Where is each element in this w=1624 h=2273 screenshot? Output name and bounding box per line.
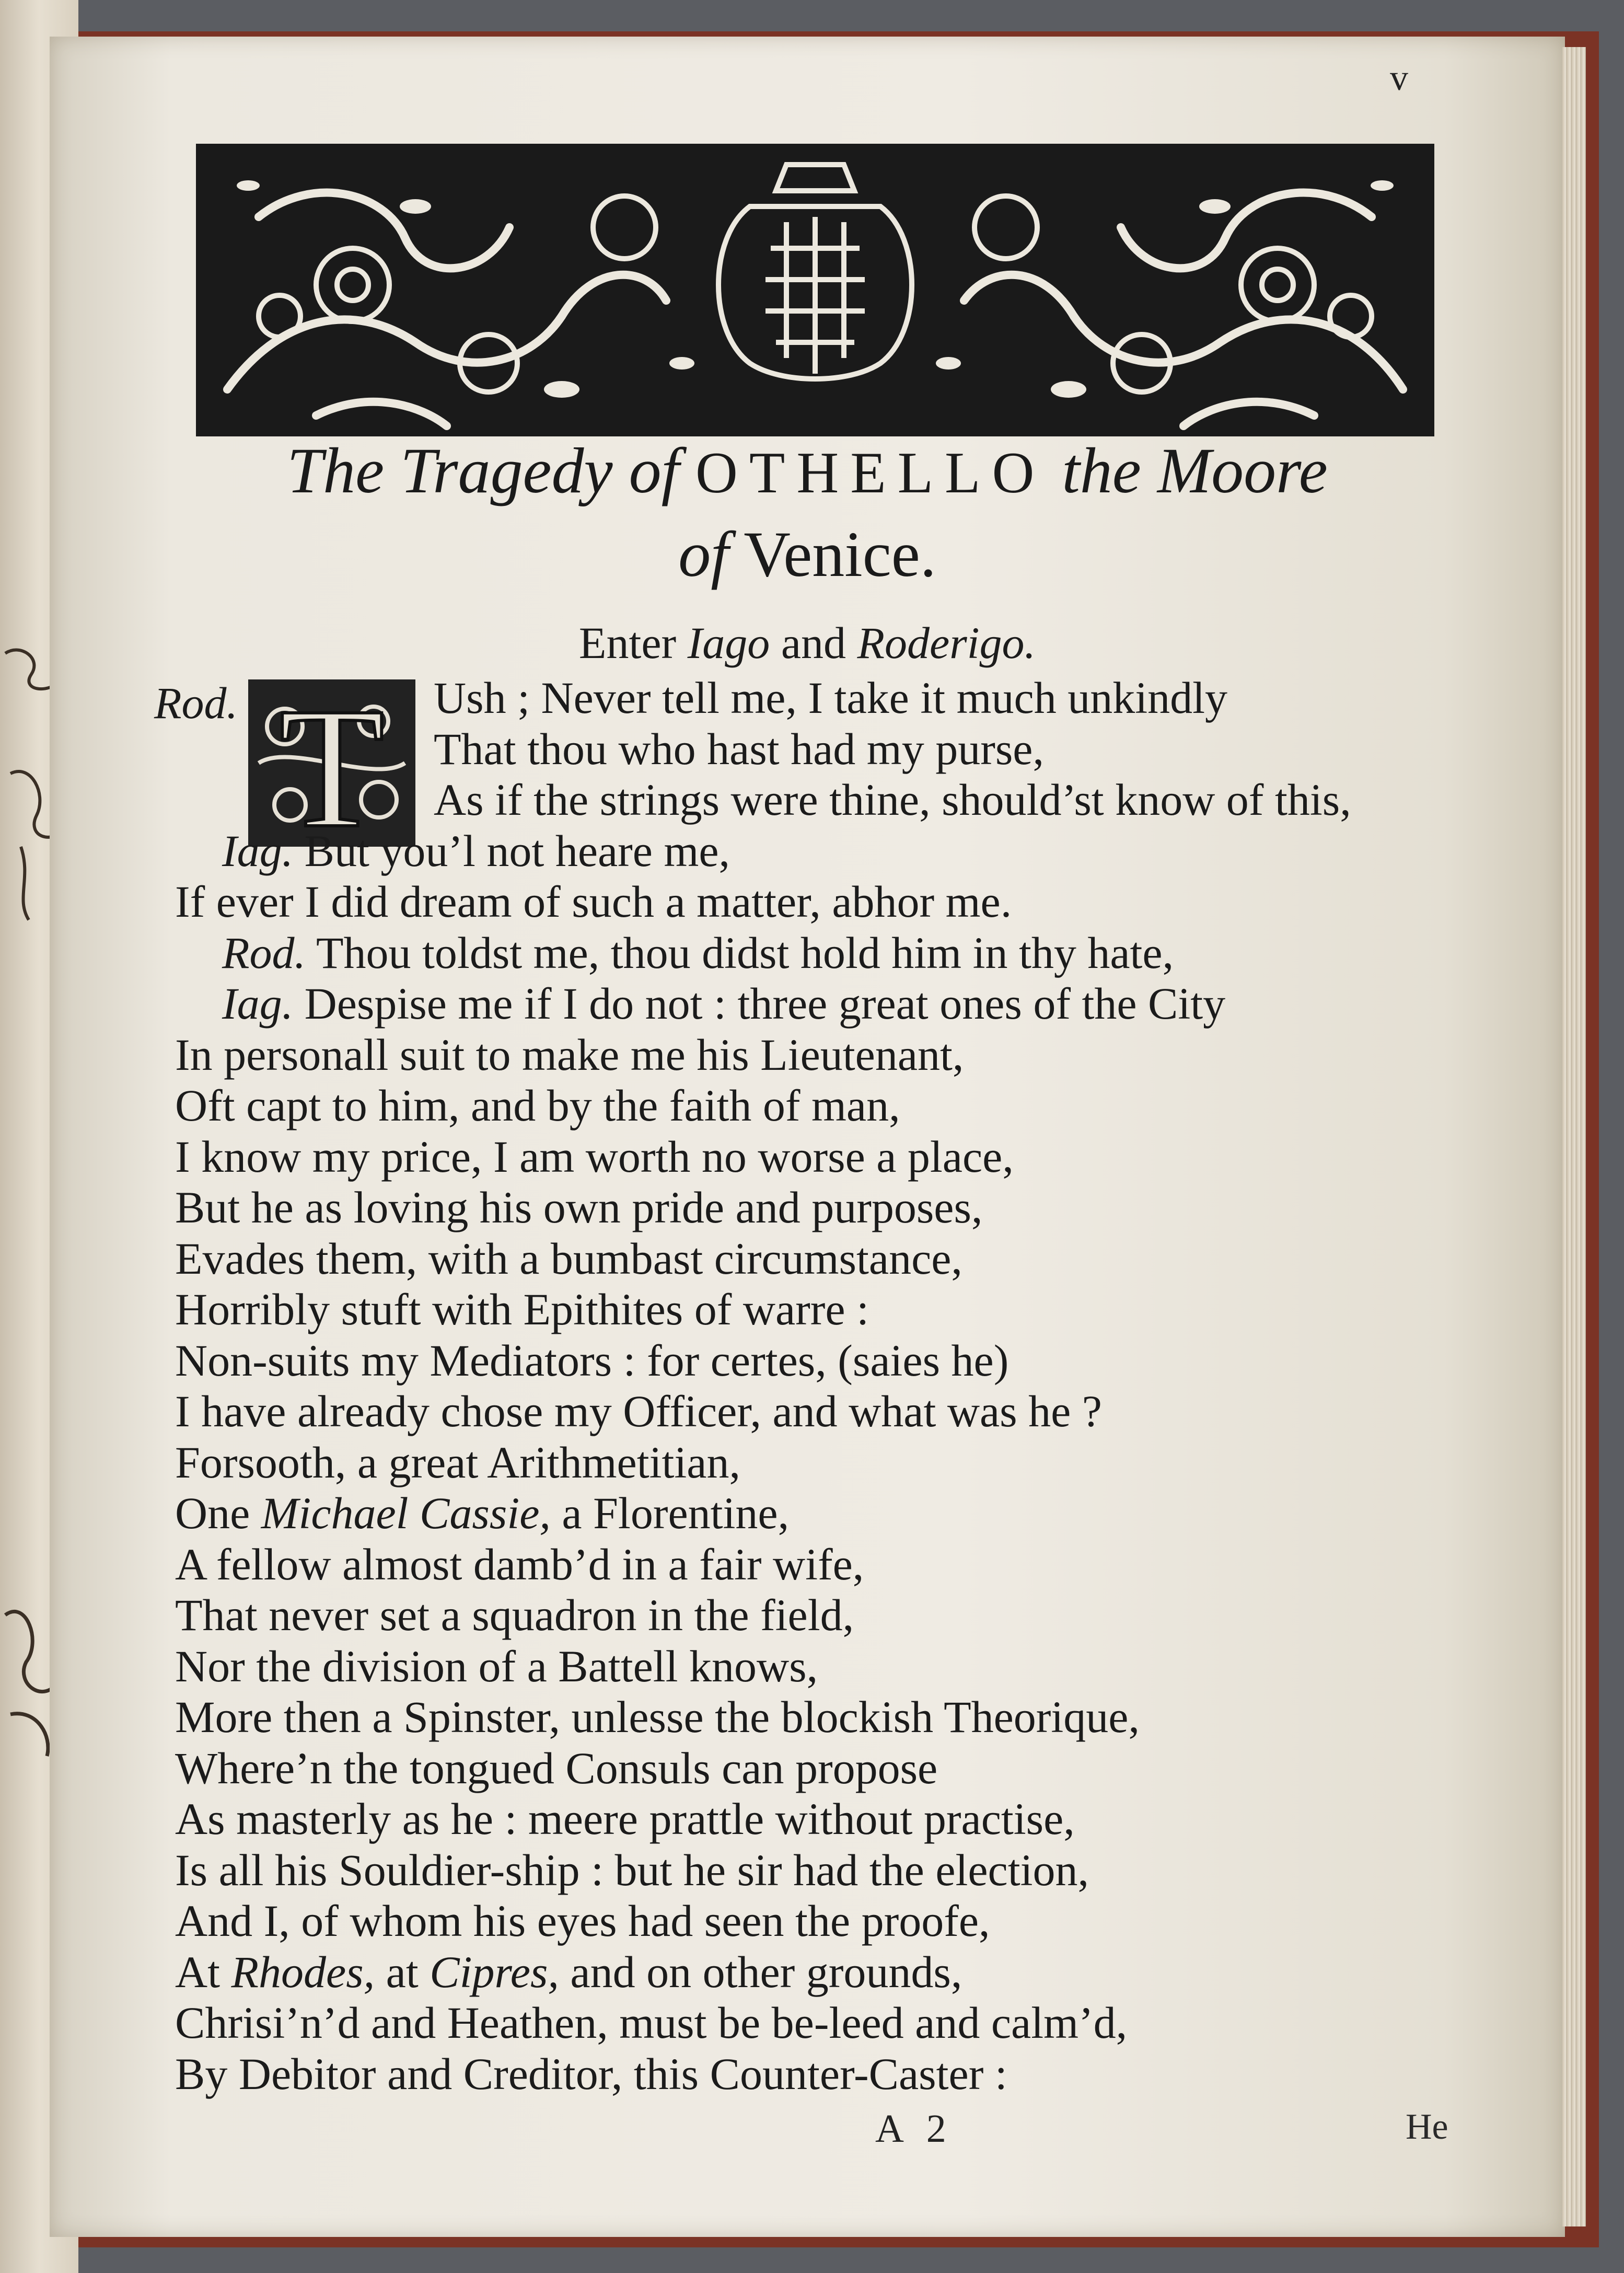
text-line: [175, 1742, 937, 1794]
text-line: [175, 1029, 964, 1081]
line-text: But you’l not heare me,: [293, 825, 730, 876]
text-line: [434, 774, 1351, 826]
corner-mark: v: [1390, 58, 1408, 98]
line-text: That never set a squadron in the field,: [175, 1590, 854, 1640]
text-line: [175, 1232, 962, 1285]
text-line: [175, 1283, 869, 1335]
line-text: a Florentine,: [550, 1488, 790, 1538]
text-line: [175, 1844, 1089, 1896]
speaker-name: Iag.: [222, 825, 294, 876]
line-text: Chrisi’n’d and Heathen, must be be-leed and calm’d,: [175, 1998, 1128, 2048]
title-line-2: [50, 517, 1565, 592]
title-place: Venice.: [728, 518, 936, 590]
text-line: [175, 1640, 818, 1692]
line-text: Non-suits my Mediators : for certes, (saies he): [175, 1335, 1009, 1386]
text-line: [175, 1589, 854, 1641]
line-text: Thou toldst me, thou didst hold him in thy hate,: [306, 927, 1174, 978]
line-text: and on other grounds,: [559, 1946, 962, 1997]
line-text: I know my price, I am worth no worse a place,: [175, 1131, 1014, 1182]
stage-direction-enter: Enter: [578, 618, 688, 668]
line-text: Is all his Souldier-ship : but he sir had the election,: [175, 1844, 1089, 1895]
line-text: Forsooth, a great Arithmetitian,: [175, 1437, 740, 1487]
line-text: at: [375, 1946, 430, 1997]
line-text: And I, of whom his eyes had seen the proofe,: [175, 1896, 990, 1946]
title-prefix: The Tragedy of: [287, 435, 696, 506]
text-line: [154, 677, 238, 729]
title-of: of: [678, 518, 729, 590]
text-line: [175, 1895, 990, 1947]
line-text: By Debitor and Creditor, this Counter-Caster :: [175, 2048, 1007, 2099]
line-text: Horribly stuft with Epithites of warre :: [175, 1284, 869, 1334]
line-text: Despise me if I do not : three great ones of the City: [293, 978, 1226, 1029]
line-text: But he as loving his own pride and purposes,: [175, 1182, 983, 1232]
page-edges: [1562, 47, 1586, 2226]
text-line: [175, 875, 1012, 928]
line-text: At: [175, 1946, 231, 1997]
stage-direction-name-2: Roderigo.: [857, 618, 1036, 668]
drop-cap-letter: T: [279, 673, 385, 863]
line-text: More then a Spinster, unlesse the blockish Theorique,: [175, 1692, 1140, 1742]
line-text: A fellow almost damb’d in a fair wife,: [175, 1539, 864, 1589]
text-line: [222, 977, 1225, 1030]
text-line: [175, 1538, 864, 1590]
text-line: [222, 825, 730, 877]
italic-name: Michael Cassie,: [261, 1488, 551, 1538]
italic-name: Rhodes,: [231, 1946, 375, 1997]
signature-mark: A 2: [875, 2107, 954, 2151]
text-line: [222, 927, 1174, 979]
catchword: He: [1406, 2107, 1448, 2147]
title-suffix: the Moore: [1046, 435, 1328, 506]
text-line: [175, 2048, 1007, 2100]
speaker-name: Iag.: [222, 978, 294, 1029]
line-text: As masterly as he : meere prattle without practise,: [175, 1794, 1075, 1844]
line-text: Oft capt to him, and by the faith of man,: [175, 1080, 900, 1130]
stage-direction-and: and: [770, 618, 857, 668]
text-line: [175, 1385, 1102, 1437]
line-text: Ush ; Never tell me, I take it much unkindly: [434, 673, 1227, 723]
text-line: [175, 1436, 740, 1489]
text-line: [175, 1181, 982, 1233]
title-name: OTHELLO: [695, 441, 1046, 505]
book-page: [50, 37, 1565, 2237]
text-line: [434, 672, 1227, 724]
line-text: One: [175, 1488, 261, 1538]
speaker-name: Rod.: [222, 927, 306, 978]
italic-name: Cipres,: [430, 1946, 559, 1997]
line-text: In personall suit to make me his Lieutenant,: [175, 1029, 964, 1080]
line-text: Nor the division of a Battell knows,: [175, 1641, 818, 1691]
line-text: If ever I did dream of such a matter, abhor me.: [175, 876, 1012, 927]
line-text: As if the strings were thine, should’st know of this,: [434, 775, 1351, 825]
text-line: [175, 1946, 962, 1998]
text-line: [175, 1487, 789, 1539]
text-line: [175, 1079, 900, 1132]
stage-direction: [50, 617, 1565, 669]
stage-direction-name-1: Iago: [687, 618, 770, 668]
text-line: [175, 1691, 1140, 1743]
line-text: Evades them, with a bumbast circumstance,: [175, 1233, 962, 1284]
line-text: That thou who hast had my purse,: [434, 723, 1044, 774]
speaker-name: Rod.: [154, 678, 238, 728]
line-text: I have already chose my Officer, and what was he ?: [175, 1386, 1102, 1436]
text-line: [175, 1793, 1075, 1845]
text-line: [175, 1130, 1014, 1183]
text-line: [175, 1334, 1008, 1387]
line-text: Where’n the tongued Consuls can propose: [175, 1743, 938, 1793]
text-line: [434, 723, 1044, 775]
text-line: [175, 1997, 1127, 2049]
woodcut-headpiece-ornament: [196, 144, 1434, 436]
title-line-1: [50, 434, 1565, 508]
ornamental-drop-cap: [248, 673, 415, 863]
